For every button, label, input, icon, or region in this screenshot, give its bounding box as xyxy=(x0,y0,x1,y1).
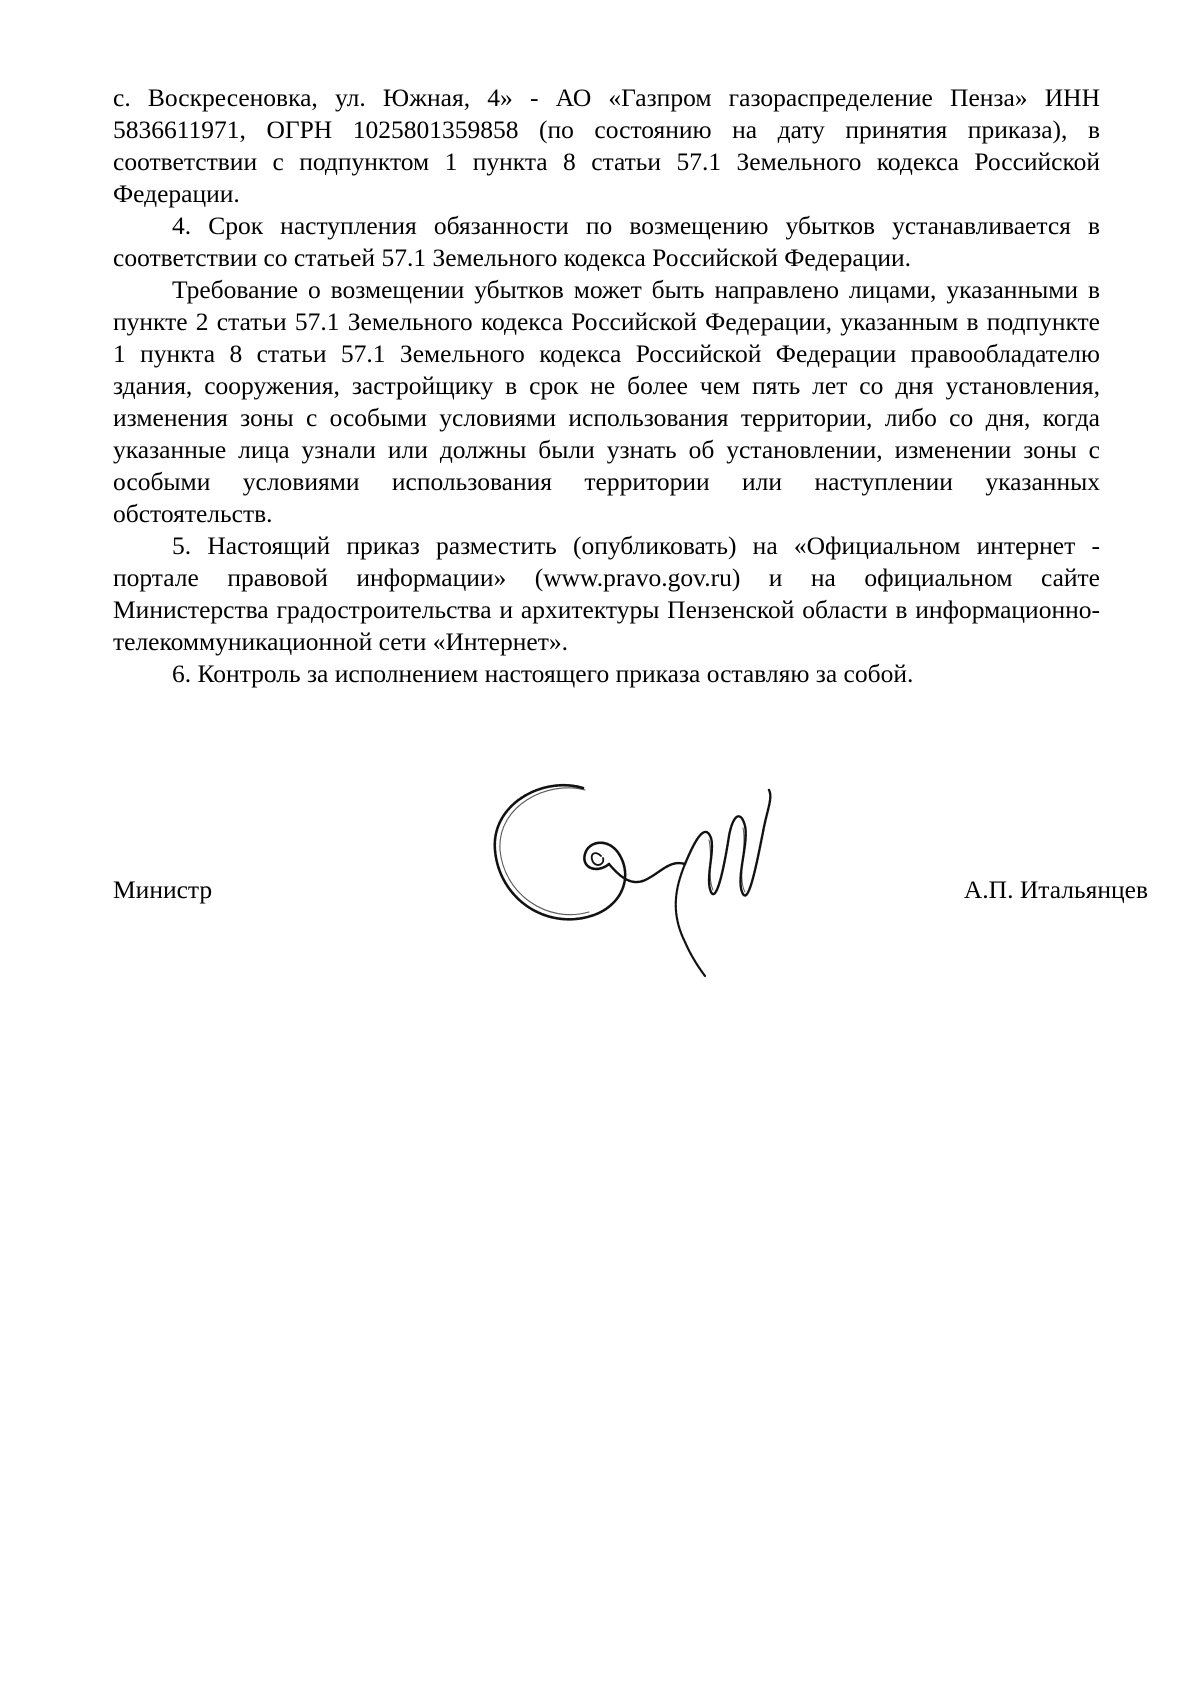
paragraph-address-continuation: с. Воскресеновка, ул. Южная, 4» - АО «Газпром газораспределение Пенза» ИНН 5836611971, ОГРН 1025801359858 (по состоянию на дату принятия приказа), в соответствии с подпунктом 1 пункта 8 статьи 57.1 Земельного кодекса Российской Федерации. xyxy=(113,83,1100,208)
paragraph-claim-requirement: Требование о возмещении убытков может быть направлено лицами, указанными в пункте 2 статьи 57.1 Земельного кодекса Российской Федерации, указанным в подпункте 1 пункта 8 статьи 57.1 Земельного кодекса Российской Федерации правообладателю здания, сооружения, застройщику в срок не более чем пять лет со дня установления, изменения зоны с особыми условиями использования территории, либо со дня, когда указанные лица узнали или должны были узнать об установлении, изменении зоны с особыми условиями использования территории или наступлении указанных обстоятельств. xyxy=(113,275,1100,528)
handwritten-signature xyxy=(473,780,773,990)
signatory-position: Министр xyxy=(113,875,213,904)
paragraph-item-5: 5. Настоящий приказ разместить (опубликовать) на «Официальном интернет - портале правовой информации» (www.pravo.gov.ru) и на официальном сайте Министерства градостроительства и архитектуры Пензенской области в информационно-телекоммуникационной сети «Интернет». xyxy=(113,531,1100,656)
paragraph-item-4: 4. Срок наступления обязанности по возмещению убытков устанавливается в соответствии со статьей 57.1 Земельного кодекса Российской Федерации. xyxy=(113,211,1100,272)
signature-block xyxy=(113,780,1148,990)
signatory-name: А.П. Итальянцев xyxy=(963,875,1148,904)
paragraph-item-6: 6. Контроль за исполнением настоящего приказа оставляю за собой. xyxy=(172,659,914,688)
document-body xyxy=(113,82,1100,690)
